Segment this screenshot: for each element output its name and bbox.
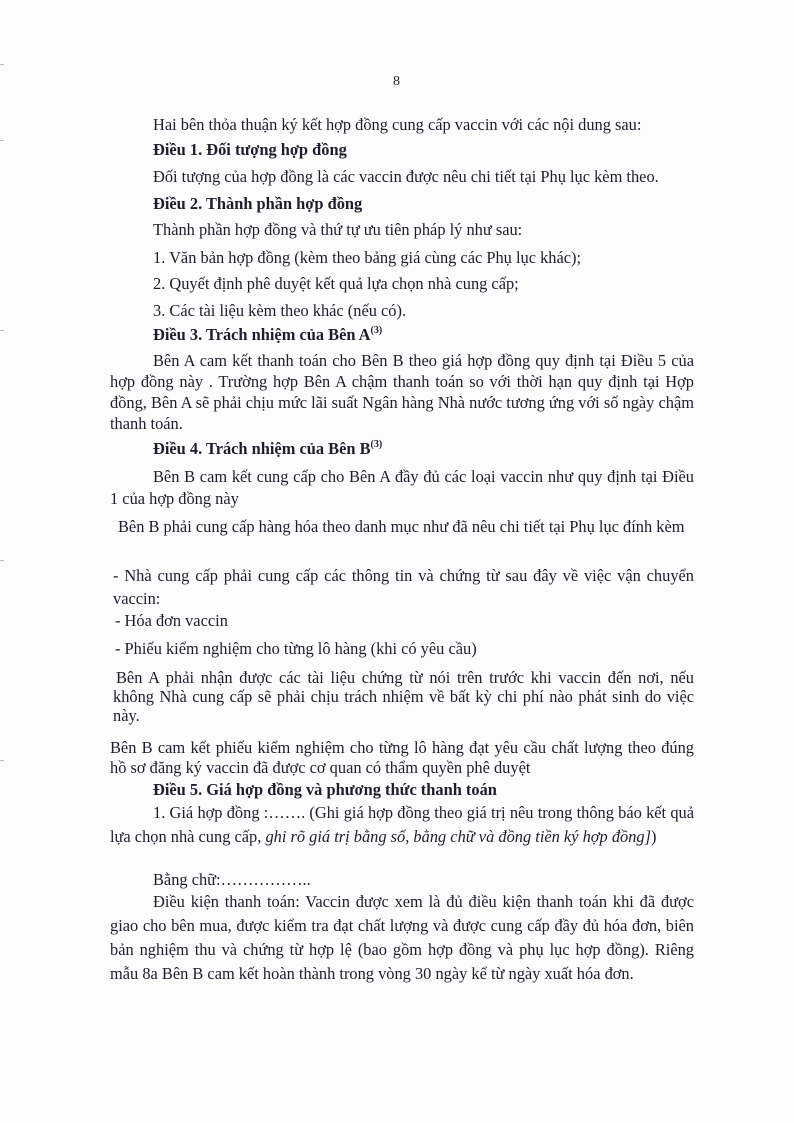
article-4-bullet: - Phiếu kiểm nghiệm cho từng lô hàng (khi có yêu cầu) — [115, 639, 477, 658]
article-2-item: 1. Văn bản hợp đồng (kèm theo bảng giá cùng các Phụ lục khác); — [153, 248, 582, 267]
article-4-paragraph: Bên B phải cung cấp hàng hóa theo danh mục như đã nêu chi tiết tại Phụ lục đính kèm — [118, 517, 685, 536]
article-2-title: Điều 2. Thành phần hợp đồng — [153, 194, 363, 213]
article-1-title: Điều 1. Đối tượng hợp đồng — [153, 140, 347, 159]
footnote-ref: (3) — [370, 439, 383, 450]
scan-edge-mark — [0, 140, 4, 141]
article-1-body: Đối tượng của hợp đồng là các vaccin được nêu chi tiết tại Phụ lục kèm theo. — [153, 167, 659, 186]
article-2-item: 2. Quyết định phê duyệt kết quả lựa chọn nhà cung cấp; — [153, 274, 519, 293]
page-number: 8 — [393, 74, 400, 89]
article-2-lead: Thành phần hợp đồng và thứ tự ưu tiên pháp lý như sau: — [153, 220, 523, 239]
article-3-body: Bên A cam kết thanh toán cho Bên B theo giá hợp đồng quy định tại Điều 5 của hợp đồng này . Trường hợp Bên A chậm thanh toán so với thời hạn quy định tại Hợp đồng, Bên A sẽ phải chịu mức lãi suất Ngân hàng Nhà nước tương ứng với số ngày chậm thanh toán. — [110, 351, 694, 433]
article-4-title: Điều 4. Trách nhiệm của Bên $B^{(3)}$ — [153, 439, 383, 458]
footnote-ref: (3) — [370, 325, 383, 336]
article-5-price-words: Bằng chữ:…………….. — [153, 870, 311, 889]
scan-edge-mark — [0, 64, 4, 65]
article-4-bullet: - Hóa đơn vaccin — [115, 611, 228, 630]
scan-edge-mark — [0, 760, 4, 761]
article-4-paragraph: Bên B cam kết cung cấp cho Bên A đầy đủ các loại vaccin như quy định tại Điều 1 của hợp đồng này — [110, 467, 694, 508]
article-3-title: Điều 3. Trách nhiệm của Bên $A^{(3)}$ — [153, 325, 383, 344]
scan-edge-mark — [0, 560, 4, 561]
article-5-payment-conditions: Điều kiện thanh toán: Vaccin được xem là đủ điều kiện thanh toán khi đã được giao cho bên mua, được kiểm tra đạt chất lượng và được cung cấp đầy đủ hóa đơn, biên bản nghiệm thu và chứng từ hợp lệ (bao gồm hợp đồng và phụ lục hợp đồng). Riêng mẫu 8a Bên B cam kết hoàn thành trong vòng 30 ngày kể từ ngày xuất hóa đơn. — [110, 892, 694, 983]
article-4-paragraph: Bên A phải nhận được các tài liệu chứng từ nói trên trước khi vaccin đến nơi, nếu không Nhà cung cấp sẽ phải chịu trách nhiệm về bất kỳ chi phí nào phát sinh do việc này. — [113, 668, 694, 725]
intro-text: Hai bên thỏa thuận ký kết hợp đồng cung cấp vaccin với các nội dung sau: — [153, 115, 642, 134]
scan-edge-mark — [0, 330, 4, 331]
article-5-price: 1. Giá hợp đồng :……. (Ghi giá hợp đồng theo giá trị nêu trong thông báo kết quả lựa chọn nhà cung cấp, ghi rõ giá trị bằng số, bằng chữ và đồng tiền ký hợp đồng]) — [110, 803, 694, 846]
article-2-item: 3. Các tài liệu kèm theo khác (nếu có). — [153, 301, 407, 320]
article-4-paragraph: Bên B cam kết phiếu kiểm nghiệm cho từng lô hàng đạt yêu cầu chất lượng theo đúng hồ sơ đăng ký vaccin đã được cơ quan có thẩm quyền phê duyệt — [110, 738, 694, 777]
article-5-title: Điều 5. Giá hợp đồng và phương thức thanh toán — [153, 780, 497, 799]
article-4-paragraph: - Nhà cung cấp phải cung cấp các thông tin và chứng từ sau đây về việc vận chuyển vaccin: — [113, 566, 694, 608]
